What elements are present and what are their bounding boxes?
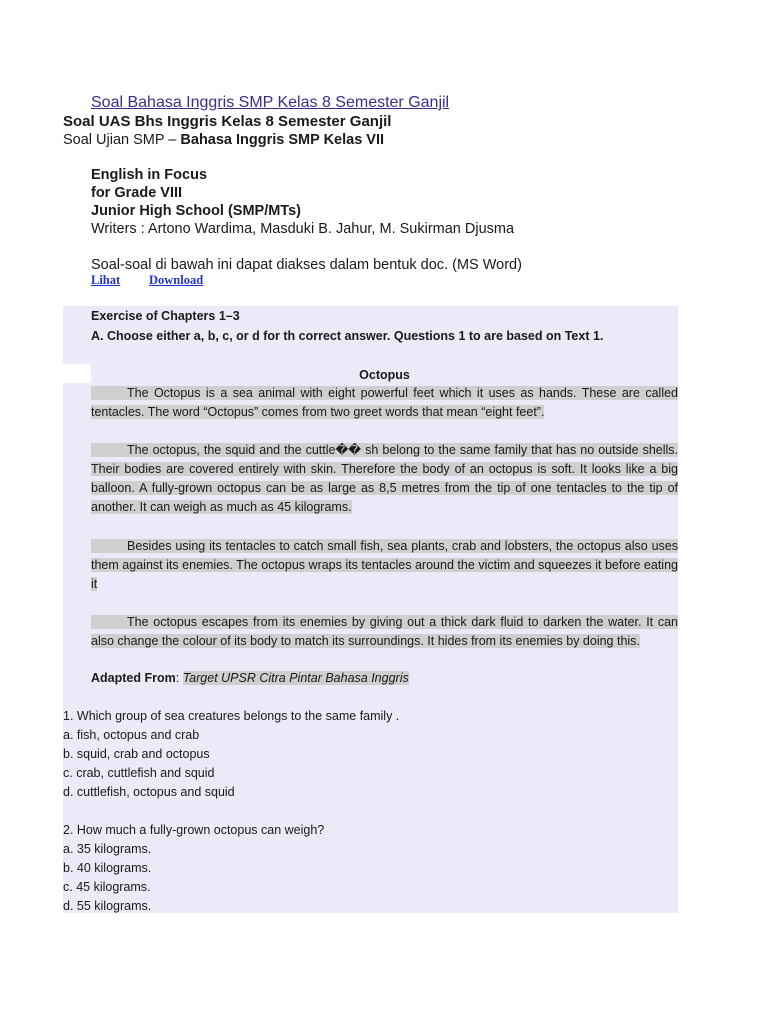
question-2-option-d: d. 55 kilograms.: [63, 899, 152, 913]
paragraph-3: [91, 537, 678, 594]
question-2-option-b: b. 40 kilograms.: [63, 861, 152, 875]
book-writers: Writers : Artono Wardima, Masduki B. Jahur, M. Sukirman Djusma: [91, 221, 515, 237]
question-2-option-a: a. 35 kilograms.: [63, 842, 152, 856]
subtitle-ujian: [63, 132, 384, 148]
panel-notch: [63, 364, 91, 383]
paragraph-1: [91, 384, 678, 422]
subtitle-uas: Soal UAS Bhs Inggris Kelas 8 Semester Ganjil: [63, 113, 392, 130]
question-1-stem: 1. Which group of sea creatures belongs to the same family .: [63, 709, 400, 723]
book-grade: for Grade VIII: [91, 185, 183, 201]
paragraph-2: [91, 441, 678, 517]
download-note: Soal-soal di bawah ini dapat diakses dalam bentuk doc. (MS Word): [91, 257, 522, 273]
view-link[interactable]: Lihat: [91, 273, 121, 287]
download-link[interactable]: Download: [149, 273, 204, 287]
question-1-option-b: b. squid, crab and octopus: [63, 747, 210, 761]
question-2-stem: 2. How much a fully-grown octopus can weigh?: [63, 823, 325, 837]
adapted-label: Adapted From: [91, 671, 176, 685]
paragraph-3-text: Besides using its tentacles to catch small fish, sea plants, crab and lobsters, the octopus also uses them against its enemies. The octopus wraps its tentacles around the victim and squeezes it before eating it: [91, 539, 678, 591]
article-title-link[interactable]: Soal Bahasa Inggris SMP Kelas 8 Semester Ganjil: [91, 94, 450, 111]
question-2-option-c: c. 45 kilograms.: [63, 880, 151, 894]
exercise-instruction: A. Choose either a, b, c, or d for th correct answer. Questions 1 to are based on Text 1.: [91, 329, 604, 343]
question-1-option-a: a. fish, octopus and crab: [63, 728, 200, 742]
paragraph-1-text: The Octopus is a sea animal with eight powerful feet which it uses as hands. These are called tentacles. The word “Octopus” comes from two greet words that mean “eight feet”.: [91, 386, 678, 419]
book-school: Junior High School (SMP/MTs): [91, 203, 301, 219]
question-1-option-d: d. cuttlefish, octopus and squid: [63, 785, 235, 799]
subtitle-ujian-bold: Bahasa Inggris SMP Kelas VII: [180, 132, 385, 148]
exercise-heading: Exercise of Chapters 1–3: [91, 309, 240, 323]
subtitle-ujian-prefix: Soal Ujian SMP –: [63, 132, 181, 148]
paragraph-2-text: The octopus, the squid and the cuttle�� sh belong to the same family that has no outside shells. Their bodies are covered entirely with skin. Therefore the body of an octopus is soft. It looks like a big balloon. A fully-grown octopus can be as large as 8,5 metres from the tip of one tentacles to the tip of another. It can weigh as much as 45 kilograms.: [91, 443, 678, 514]
paragraph-4-text: The octopus escapes from its enemies by giving out a thick dark fluid to darken the water. It can also change the colour of its body to match its surroundings. It hides from its enemies by doing this.: [91, 615, 678, 648]
adapted-source: Target UPSR Citra Pintar Bahasa Inggris: [182, 671, 409, 685]
adapted-from: Adapted From: Target UPSR Citra Pintar Bahasa Inggris: [91, 671, 409, 685]
paragraph-4: [91, 613, 678, 651]
text-title: Octopus: [359, 368, 410, 382]
book-title: English in Focus: [91, 167, 208, 183]
question-1-option-c: c. crab, cuttlefish and squid: [63, 766, 215, 780]
